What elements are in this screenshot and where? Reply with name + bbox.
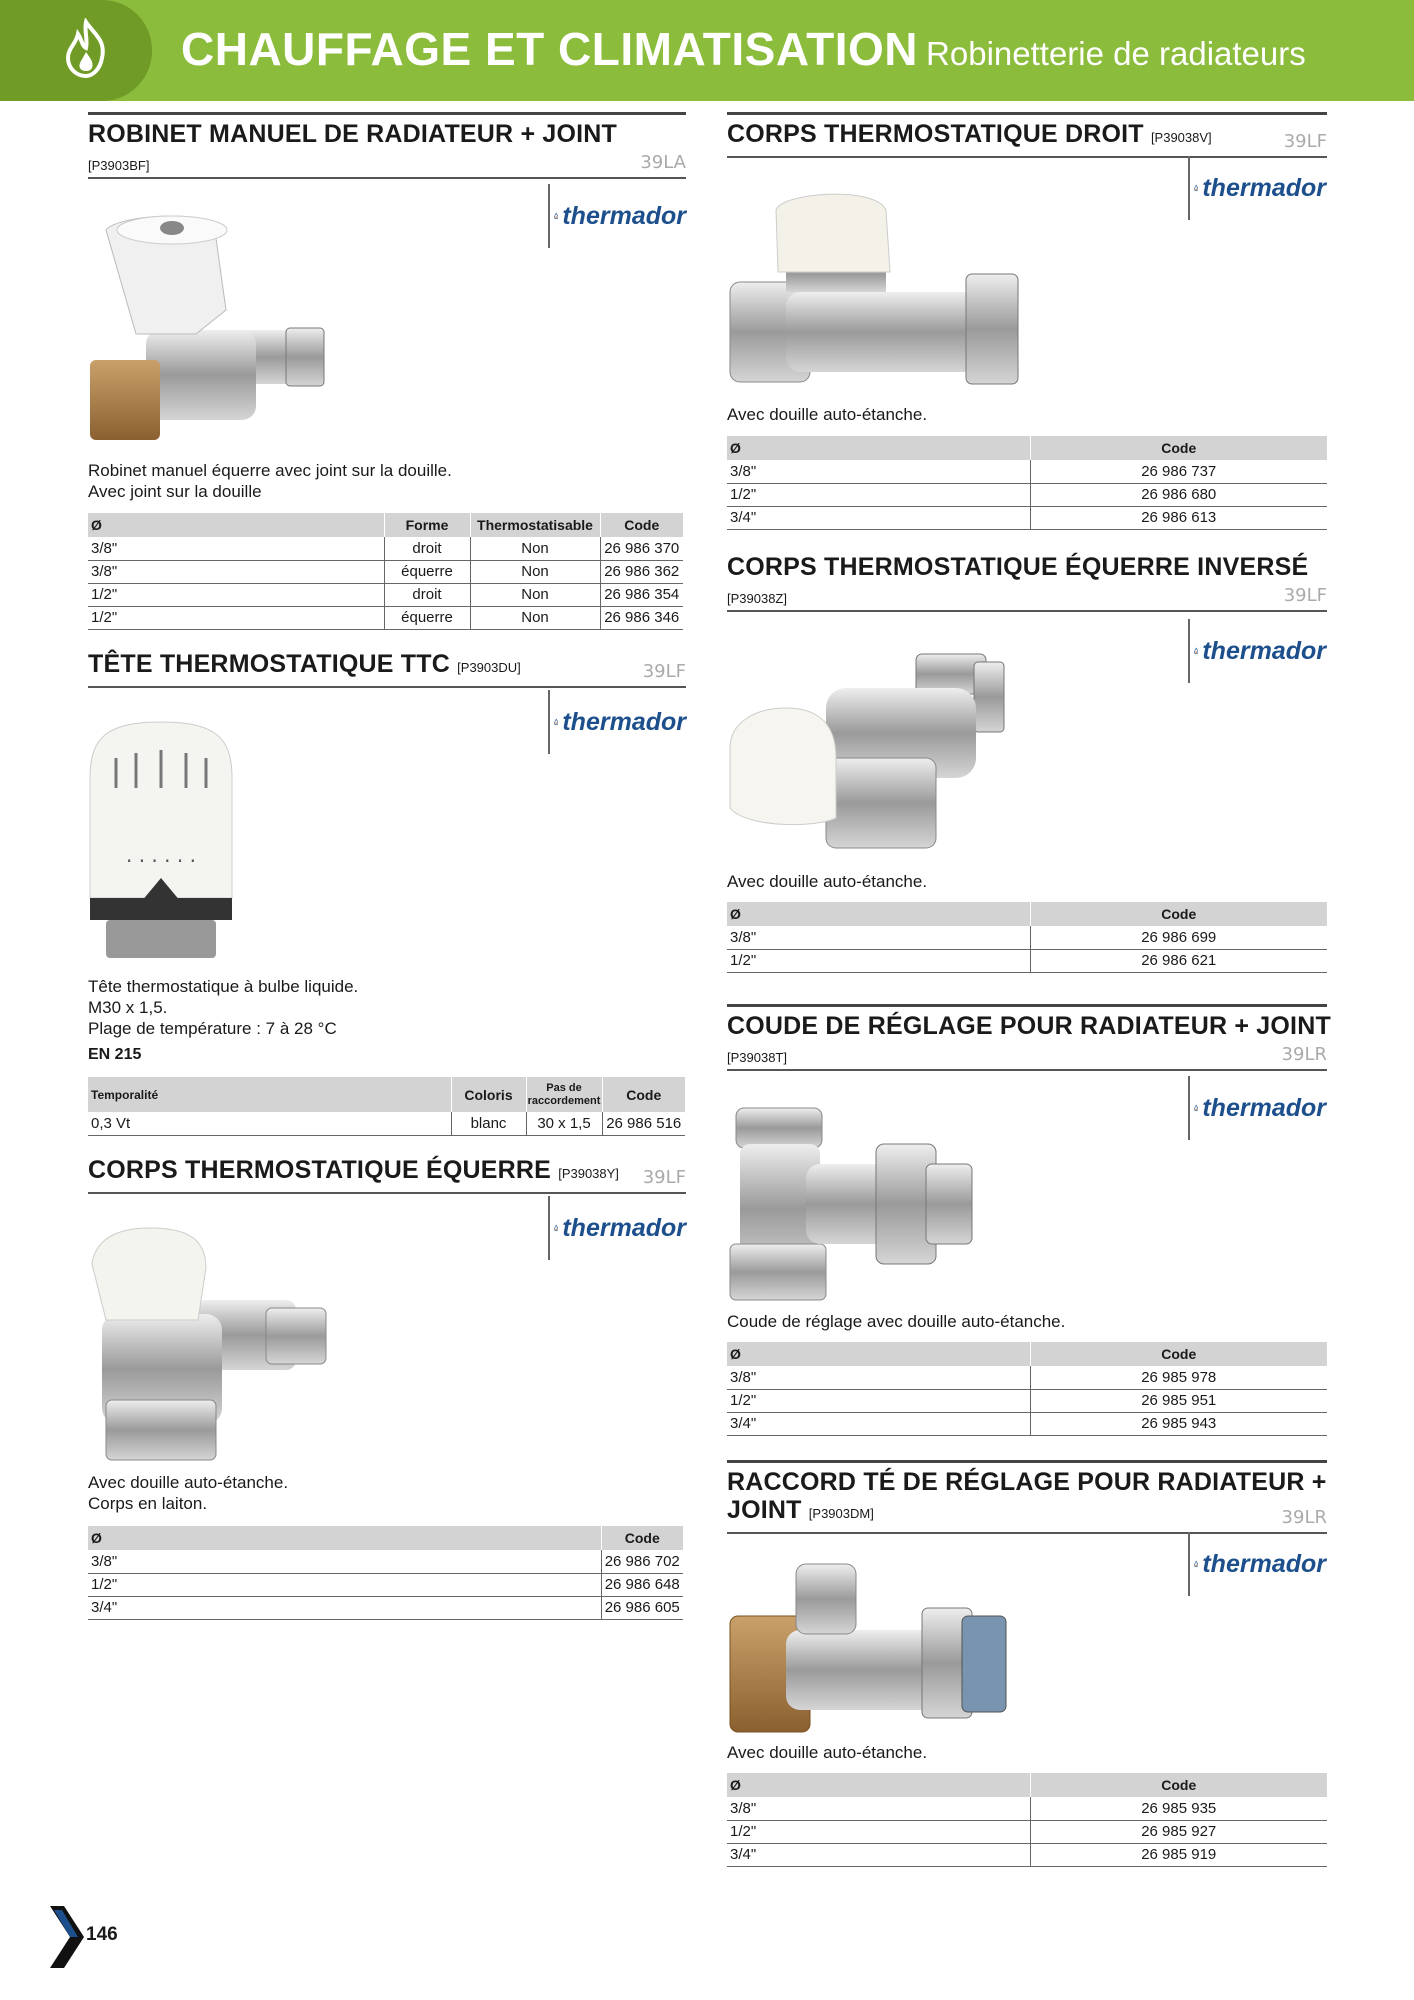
table-cell: Non <box>470 606 600 629</box>
brand-logo <box>1188 1532 1326 1596</box>
drop-flame-icon <box>1194 635 1198 667</box>
section-tete-thermostatique <box>88 650 686 688</box>
table-cell: blanc <box>451 1112 526 1135</box>
page-code: 39LF <box>1283 585 1327 606</box>
table-row <box>88 560 683 583</box>
section-description <box>727 1742 1327 1763</box>
description-line: Corps en laiton. <box>88 1494 208 1513</box>
table-cell: Non <box>470 537 600 560</box>
page-code: 39LR <box>1281 1507 1327 1528</box>
table-cell: 26 985 919 <box>1030 1843 1327 1866</box>
product-image-raccord-te <box>726 1560 1016 1736</box>
product-table <box>88 1077 685 1136</box>
table-row <box>88 606 683 629</box>
table-cell: 3/4" <box>727 506 1030 529</box>
table-row <box>727 1843 1327 1866</box>
table-row <box>727 1797 1327 1820</box>
table-header: Thermostatisable <box>470 513 600 537</box>
table-cell: 26 986 699 <box>1030 926 1327 949</box>
product-ref: [P39038T] <box>727 1050 787 1065</box>
brand-logo <box>548 690 686 754</box>
table-cell: 26 986 737 <box>1030 460 1327 483</box>
brand-name: thermador <box>1202 1549 1326 1578</box>
page-code: 39LF <box>642 1167 686 1188</box>
table-cell: 26 985 927 <box>1030 1820 1327 1843</box>
section-title: CORPS THERMOSTATIQUE ÉQUERRE INVERSÉ <box>727 553 1309 581</box>
section-title-text: TÊTE THERMOSTATIQUE TTC <box>88 650 450 678</box>
section-title-text: CORPS THERMOSTATIQUE DROIT <box>727 120 1144 148</box>
product-table <box>727 1342 1327 1436</box>
product-ref: [P3903BF] <box>88 158 150 173</box>
table-cell: 3/8" <box>727 1366 1030 1389</box>
table-cell: 1/2" <box>727 949 1030 972</box>
page-title-text: CHAUFFAGE ET CLIMATISATION <box>181 23 919 75</box>
description-line: Tête thermostatique à bulbe liquide. <box>88 977 359 996</box>
table-cell: 26 985 943 <box>1030 1412 1327 1435</box>
table-row <box>727 483 1327 506</box>
table-cell: 26 986 362 <box>600 560 683 583</box>
section-title <box>88 1156 619 1188</box>
table-header: Coloris <box>451 1077 526 1112</box>
table-cell: 26 985 935 <box>1030 1797 1327 1820</box>
table-row <box>727 949 1327 972</box>
brand-logo <box>548 1196 686 1260</box>
product-image-tete-thermostatique <box>86 718 236 966</box>
table-row <box>727 1412 1327 1435</box>
section-title <box>727 120 1212 152</box>
table-cell: 26 986 648 <box>601 1573 683 1596</box>
table-row <box>727 506 1327 529</box>
drop-flame-icon <box>1194 1092 1198 1124</box>
table-cell: équerre <box>384 560 470 583</box>
table-cell: 26 986 346 <box>600 606 683 629</box>
table-header: Code <box>1030 1773 1327 1797</box>
page-number: 146 <box>86 1924 118 1945</box>
brand-name: thermador <box>1202 636 1326 665</box>
table-header: Ø <box>727 1342 1030 1366</box>
table-header: Code <box>1030 902 1327 926</box>
table-row <box>88 1112 685 1135</box>
table-cell: 26 986 621 <box>1030 949 1327 972</box>
table-row <box>727 926 1327 949</box>
table-cell: 26 986 605 <box>601 1596 683 1619</box>
product-table <box>727 1773 1327 1867</box>
table-header: Code <box>1030 1342 1327 1366</box>
brand-name: thermador <box>1202 1093 1326 1122</box>
table-header: Code <box>600 513 683 537</box>
table-cell: 1/2" <box>88 583 384 606</box>
product-image-corps-equerre-inverse <box>726 648 1046 858</box>
section-title-text: JOINT <box>727 1496 802 1524</box>
table-cell: 26 986 354 <box>600 583 683 606</box>
product-image-robinet-manuel <box>86 210 336 450</box>
page-subtitle: Robinetterie de radiateurs <box>926 35 1306 72</box>
header-icon-tab <box>0 0 152 101</box>
section-description <box>727 1311 1327 1332</box>
table-cell: 26 986 613 <box>1030 506 1327 529</box>
table-row <box>88 583 683 606</box>
product-image-coude-reglage <box>726 1104 986 1304</box>
section-description <box>88 460 686 502</box>
section-raccord-te <box>727 1460 1327 1534</box>
description-line: Robinet manuel équerre avec joint sur la douille. <box>88 461 452 480</box>
page-title <box>181 22 1306 76</box>
page-code: 39LF <box>642 661 686 682</box>
description-line: Avec douille auto-étanche. <box>727 405 928 424</box>
brand-name: thermador <box>1202 173 1326 202</box>
page-code: 39LR <box>1281 1044 1327 1065</box>
section-title-text: CORPS THERMOSTATIQUE ÉQUERRE <box>88 1156 552 1184</box>
table-cell: 3/4" <box>88 1596 601 1619</box>
table-cell: 1/2" <box>727 483 1030 506</box>
product-table <box>88 513 683 630</box>
table-cell: 3/8" <box>727 1797 1030 1820</box>
page-code: 39LA <box>640 152 686 173</box>
section-coude-reglage <box>727 1004 1331 1071</box>
section-title <box>88 650 521 682</box>
section-title: COUDE DE RÉGLAGE POUR RADIATEUR + JOINT <box>727 1012 1331 1040</box>
brand-logo <box>1188 156 1326 220</box>
table-cell: 26 986 370 <box>600 537 683 560</box>
table-cell: 1/2" <box>88 1573 601 1596</box>
table-header: Ø <box>727 902 1030 926</box>
table-cell: 3/8" <box>88 537 384 560</box>
product-ref: [P3903DM] <box>808 1506 874 1521</box>
section-robinet-manuel <box>88 112 686 179</box>
table-cell: 30 x 1,5 <box>526 1112 602 1135</box>
table-cell: droit <box>384 583 470 606</box>
section-corps-equerre <box>88 1156 686 1194</box>
table-header: Code <box>1030 436 1327 460</box>
svg-text:· · · · · ·: · · · · · · <box>126 849 196 873</box>
table-cell: 3/4" <box>727 1412 1030 1435</box>
drop-flame-icon <box>1194 172 1198 204</box>
table-cell: 26 985 978 <box>1030 1366 1327 1389</box>
table-header: Ø <box>727 436 1030 460</box>
table-cell: Non <box>470 583 600 606</box>
brand-name: thermador <box>562 201 686 230</box>
product-image-corps-droit <box>726 186 1026 396</box>
section-description <box>727 871 1327 892</box>
section-description <box>727 404 1327 425</box>
table-header: Forme <box>384 513 470 537</box>
table-cell: 26 986 516 <box>602 1112 685 1135</box>
table-header: Pas de raccordement <box>526 1077 602 1112</box>
section-corps-equerre-inverse <box>727 553 1327 612</box>
product-table <box>88 1526 683 1620</box>
page-header <box>0 0 1414 101</box>
drop-flame-icon <box>554 200 558 232</box>
description-line: Plage de température : 7 à 28 °C <box>88 1019 337 1038</box>
table-cell: 26 985 951 <box>1030 1389 1327 1412</box>
product-ref: [P39038Y] <box>558 1166 619 1181</box>
table-cell: 1/2" <box>88 606 384 629</box>
table-row <box>727 460 1327 483</box>
description-line: Avec joint sur la douille <box>88 482 262 501</box>
page-chevron-icon <box>50 1906 84 1968</box>
table-header: Ø <box>88 513 384 537</box>
section-title: ROBINET MANUEL DE RADIATEUR + JOINT <box>88 120 618 148</box>
table-cell: 1/2" <box>727 1389 1030 1412</box>
table-cell: 0,3 Vt <box>88 1112 451 1135</box>
description-line: Avec douille auto-étanche. <box>727 872 928 891</box>
norm-label: EN 215 <box>88 1046 142 1063</box>
table-cell: 3/8" <box>88 1550 601 1573</box>
drop-flame-icon <box>554 1212 558 1244</box>
section-description <box>88 976 686 1065</box>
product-table <box>727 436 1327 530</box>
table-header: Ø <box>88 1526 601 1550</box>
section-title <box>727 1496 874 1528</box>
brand-name: thermador <box>562 707 686 736</box>
drop-flame-icon <box>1194 1548 1198 1580</box>
table-cell: 3/8" <box>727 926 1030 949</box>
description-line: Avec douille auto-étanche. <box>88 1473 289 1492</box>
table-row <box>88 1550 683 1573</box>
description-line: M30 x 1,5. <box>88 998 168 1017</box>
section-corps-droit <box>727 112 1327 158</box>
table-row <box>88 1573 683 1596</box>
table-header: Temporalité <box>88 1077 451 1112</box>
product-table <box>727 902 1327 973</box>
table-cell: droit <box>384 537 470 560</box>
brand-name: thermador <box>562 1213 686 1242</box>
flame-icon <box>56 18 116 80</box>
table-cell: 3/8" <box>88 560 384 583</box>
table-header: Ø <box>727 1773 1030 1797</box>
table-row <box>88 1596 683 1619</box>
section-title: RACCORD TÉ DE RÉGLAGE POUR RADIATEUR + <box>727 1468 1327 1496</box>
table-cell: Non <box>470 560 600 583</box>
brand-logo <box>1188 1076 1326 1140</box>
drop-flame-icon <box>554 706 558 738</box>
table-cell: 1/2" <box>727 1820 1030 1843</box>
page-code: 39LF <box>1283 131 1327 152</box>
table-cell: 3/8" <box>727 460 1030 483</box>
table-row <box>88 537 683 560</box>
description-line: Avec douille auto-étanche. <box>727 1743 928 1762</box>
brand-logo <box>1188 619 1326 683</box>
table-cell: 26 986 680 <box>1030 483 1327 506</box>
product-ref: [P39038V] <box>1150 130 1212 145</box>
section-description <box>88 1472 686 1514</box>
product-ref: [P39038Z] <box>727 591 787 606</box>
table-header: Code <box>601 1526 683 1550</box>
product-image-corps-equerre <box>86 1224 346 1464</box>
table-cell: 3/4" <box>727 1843 1030 1866</box>
table-row <box>727 1820 1327 1843</box>
table-cell: 26 986 702 <box>601 1550 683 1573</box>
table-cell: équerre <box>384 606 470 629</box>
table-row <box>727 1389 1327 1412</box>
description-line: Coude de réglage avec douille auto-étanche. <box>727 1312 1066 1331</box>
product-ref: [P3903DU] <box>457 660 521 675</box>
table-header: Code <box>602 1077 685 1112</box>
brand-logo <box>548 184 686 248</box>
table-row <box>727 1366 1327 1389</box>
